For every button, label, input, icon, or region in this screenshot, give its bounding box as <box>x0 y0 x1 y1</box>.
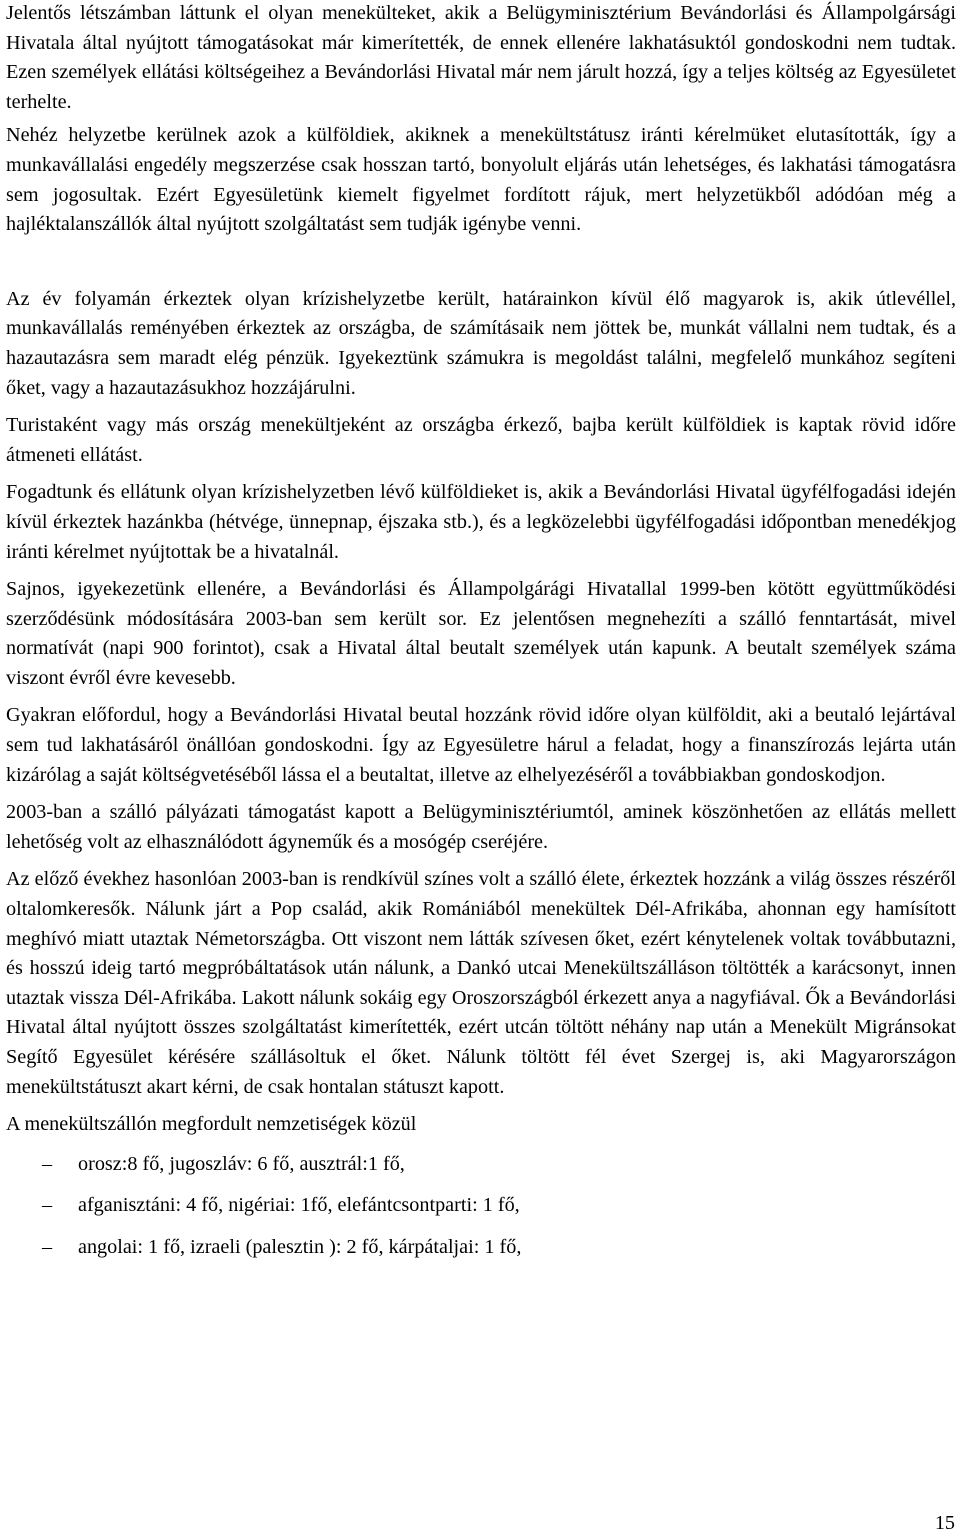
paragraph-supported-refugees: Jelentős létszámban láttunk el olyan menekülteket, akik a Belügyminisztérium Bevándorlási és Állampolgársági Hivatala által nyújtott támogatásokat már kimerítették, de ennek ellenére lakhatásuktól gondoskodni nem tudtak. Ezen személyek ellátási költségeihez a Bevándorlási Hivatal már nem járult hozzá, így a teljes költség az Egyesületet terhelte. <box>6 2 956 113</box>
list-item <box>6 1233 956 1263</box>
dash-bullet: – <box>42 1152 53 1175</box>
paragraph-nationalities-intro: A menekültszállón megfordult nemzetiségek közül <box>6 1113 417 1136</box>
paragraph-rejected-applicants: Nehéz helyzetbe kerülnek azok a külföldiek, akiknek a menekültstátusz iránti kérelmüket elutasították, így a munkavállalási engedély megszerzése csak hosszan tartó, bonyolult eljárás után lehetséges, és lakhatási támogatásra sem jogosultak. Ezért Egyesületünk kiemelt figyelmet fordított rájuk, mert helyzetükből adódóan még a hajléktalanszállók által nyújtott szolgáltatást sem tudják igénybe venni. <box>6 124 956 236</box>
paragraph-referral-expiry: Gyakran előfordul, hogy a Bevándorlási Hivatal beutal hozzánk rövid időre olyan külföldit, aki a beutaló lejártával sem tud lakhatásáról önállóan gondoskodni. Így az Egyesületre hárul a feladat, hogy a finanszírozás lejárta után kizárólag a saját költségvetéséből lássa el a beutaltat, illetve az elhelyezéséről a továbbiakban gondoskodjon. <box>6 704 956 786</box>
dash-bullet: – <box>42 1194 53 1217</box>
list-item <box>6 1191 956 1221</box>
list-item-text: angolai: 1 fő, izraeli (palesztin ): 2 fő, kárpátaljai: 1 fő, <box>78 1235 522 1258</box>
list-item-text: orosz:8 fő, jugoszláv: 6 fő, ausztrál:1 fő, <box>78 1152 405 1175</box>
nationalities-list <box>6 1150 956 1263</box>
paragraph-hungarians-abroad: Az év folyamán érkeztek olyan krízishelyzetbe került, határainkon kívül élő magyarok is, akik útlevéllel, munkavállalás reményében érkeztek az országba, de számításaik nem jöttek be, munkát vállalni nem tudtak, és a hazautazásra sem maradt elég pénzük. Igyekeztünk számukra is megoldást találni, megfelelő munkához segíteni őket, vagy a hazautazásukhoz hozzájárulni. <box>6 287 956 399</box>
list-item <box>6 1150 956 1180</box>
paragraph-grant-2003: 2003-ban a szálló pályázati támogatást kapott a Belügyminisztériumtól, aminek köszönhetően az ellátás mellett lehetőség volt az elhasználódott ágyneműk és a mosógép cseréjére. <box>6 801 956 853</box>
list-item-text: afganisztáni: 4 fő, nigériai: 1fő, elefántcsontparti: 1 fő, <box>78 1194 520 1217</box>
paragraph-cooperation-agreement: Sajnos, igyekezetünk ellenére, a Bevándorlási és Állampolgárági Hivatallal 1999-ben kötött együttműködési szerződésünk módosítására 2003-ban sem került sor. Ez jelentősen megnehezíti a szálló fenntartását, mivel normatívát (napi 900 forintot), csak a Hivatal által beutalt személyek után kapunk. A beutalt személyek száma viszont évről évre kevesebb. <box>6 578 956 689</box>
paragraph-tourists: Turistaként vagy más ország menekültjeként az országba érkező, bajba került külföldiek is kaptak rövid időre átmeneti ellátást. <box>6 414 956 466</box>
paragraph-after-hours-arrivals: Fogadtunk és ellátunk olyan krízishelyzetben lévő külföldieket is, akik a Bevándorlási Hivatal ügyfélfogadási idején kívül érkeztek hazánkba (hétvége, ünnepnap, éjszaka stb.), és a legközelebbi ügyfélfogadási időpontban menedékjog iránti kérelmet nyújtottak be a hivatalnál. <box>6 481 956 563</box>
page-number: 15 <box>934 1512 955 1534</box>
paragraph-shelter-life: Az előző évekhez hasonlóan 2003-ban is rendkívül színes volt a szálló élete, érkeztek hozzánk a világ összes részéről oltalomkeresők. Nálunk járt a Pop család, akik Romániából menekültek Dél-Afrikába, ahonnan egy hamísított meghívó miatt utaztak Németországba. Ott viszont nem látták szívesen őket, ezért kénytelenek voltak továbbutazni, és hosszú ideig tartó megpróbáltatások után nálunk, a Dankó utcai Menekültszálláson töltötték a karácsonyt, innen utaztak vissza Dél-Afrikába. Lakott nálunk sokáig egy Oroszországból érkezett anya a nagyfiával. Ők a Bevándorlási Hivatal által nyújtott összes szolgáltatást kimerítették, ezért utcán töltött néhány nap után a Menekült Migránsokat Segítő Egyesület kérésére szállásoltuk el őket. Nálunk töltött fél évet Szergej is, aki Magyarországon menekültstátuszt akart kérni, de csak hontalan státuszt kapott. <box>6 868 956 1098</box>
dash-bullet: – <box>42 1235 53 1258</box>
document-page <box>6 0 956 1275</box>
